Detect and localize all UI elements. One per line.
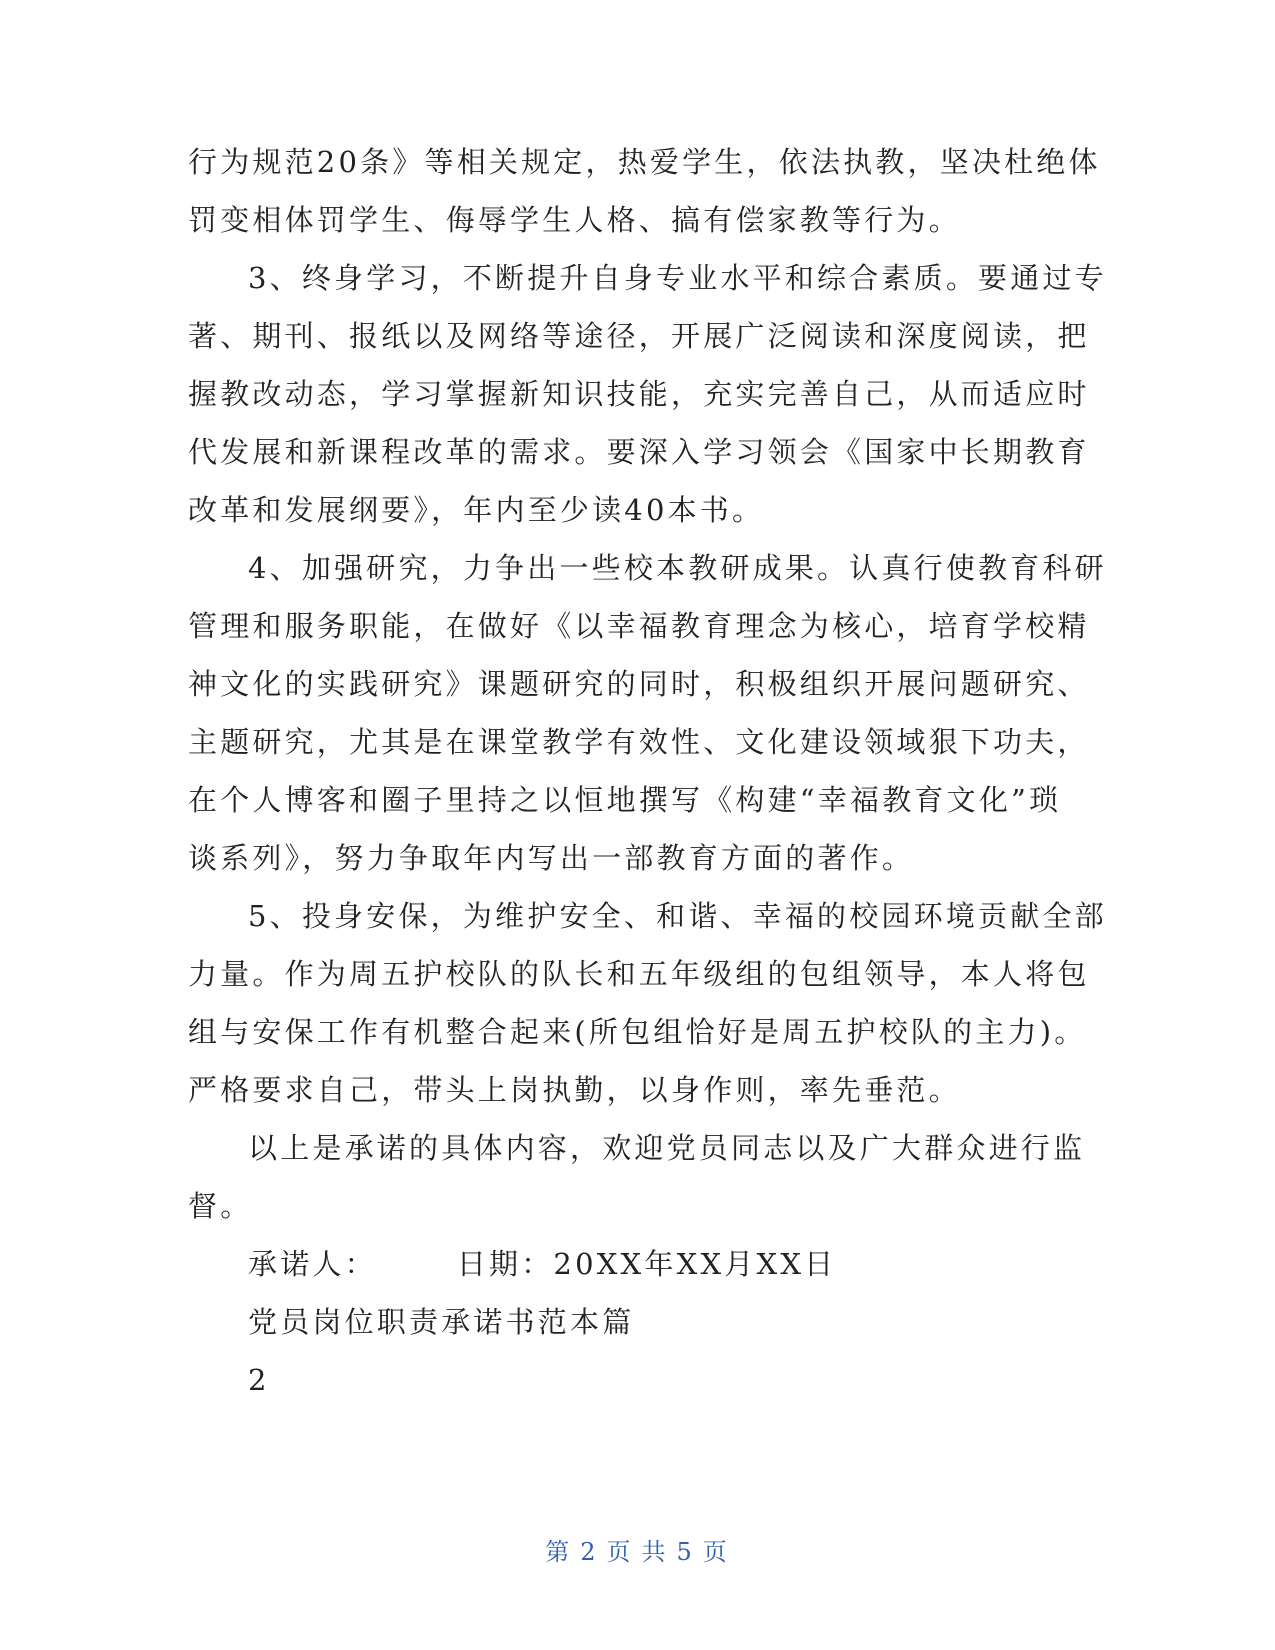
paragraph-line: 行为规范20条》等相关规定，热爱学生，依法执教，坚决杜绝体 bbox=[188, 145, 1101, 179]
footer-suffix: 页 bbox=[702, 1538, 730, 1566]
paragraph-line: 严格要求自己，带头上岗执勤，以身作则，率先垂范。 bbox=[188, 1073, 961, 1107]
signature-line bbox=[248, 1244, 836, 1284]
footer-total-prefix: 共 bbox=[641, 1538, 669, 1566]
paragraph-line: 督。 bbox=[188, 1189, 253, 1223]
date-label: 日期：20XX年XX月XX日 bbox=[456, 1247, 837, 1281]
footer-current-page: 2 bbox=[580, 1538, 599, 1566]
paragraph-line: 改革和发展纲要》，年内至少读40本书。 bbox=[188, 493, 765, 527]
section-title: 党员岗位职责承诺书范本篇 bbox=[248, 1305, 635, 1339]
paragraph-line: 力量。作为周五护校队的队长和五年级组的包组领导，本人将包 bbox=[188, 957, 1090, 991]
paragraph-line: 罚变相体罚学生、侮辱学生人格、搞有偿家教等行为。 bbox=[188, 203, 961, 237]
paragraph-line: 在个人博客和圈子里持之以恒地撰写《构建“幸福教育文化”琐 bbox=[188, 783, 1062, 817]
paragraph-line: 5、投身安保，为维护安全、和谐、幸福的校园环境贡献全部 bbox=[248, 899, 1107, 933]
footer-page-word: 页 bbox=[606, 1538, 634, 1566]
paragraph-line: 谈系列》，努力争取年内写出一部教育方面的著作。 bbox=[188, 841, 915, 875]
paragraph-line: 组与安保工作有机整合起来(所包组恰好是周五护校队的主力)。 bbox=[188, 1015, 1087, 1049]
paragraph-line: 著、期刊、报纸以及网络等途径，开展广泛阅读和深度阅读，把 bbox=[188, 319, 1090, 353]
paragraph-line: 管理和服务职能，在做好《以幸福教育理念为核心，培育学校精 bbox=[188, 609, 1090, 643]
paragraph-line: 握教改动态，学习掌握新知识技能，充实完善自己，从而适应时 bbox=[188, 377, 1090, 411]
footer-prefix: 第 bbox=[545, 1538, 573, 1566]
paragraph-line: 以上是承诺的具体内容，欢迎党员同志以及广大群众进行监 bbox=[248, 1131, 1086, 1165]
paragraph-line: 神文化的实践研究》课题研究的同时，积极组织开展问题研究、 bbox=[188, 667, 1090, 701]
paragraph-line: 主题研究，尤其是在课堂教学有效性、文化建设领域狠下功夫， bbox=[188, 725, 1090, 759]
paragraph-line: 4、加强研究，力争出一些校本教研成果。认真行使教育科研 bbox=[248, 551, 1107, 585]
promiser-label: 承诺人： bbox=[248, 1247, 377, 1281]
footer-total-pages: 5 bbox=[676, 1538, 695, 1566]
section-number: 2 bbox=[248, 1363, 270, 1397]
paragraph-line: 代发展和新课程改革的需求。要深入学习领会《国家中长期教育 bbox=[188, 435, 1090, 469]
page-footer bbox=[0, 1532, 1275, 1567]
paragraph-line: 3、终身学习，不断提升自身专业水平和综合素质。要通过专 bbox=[248, 261, 1107, 295]
